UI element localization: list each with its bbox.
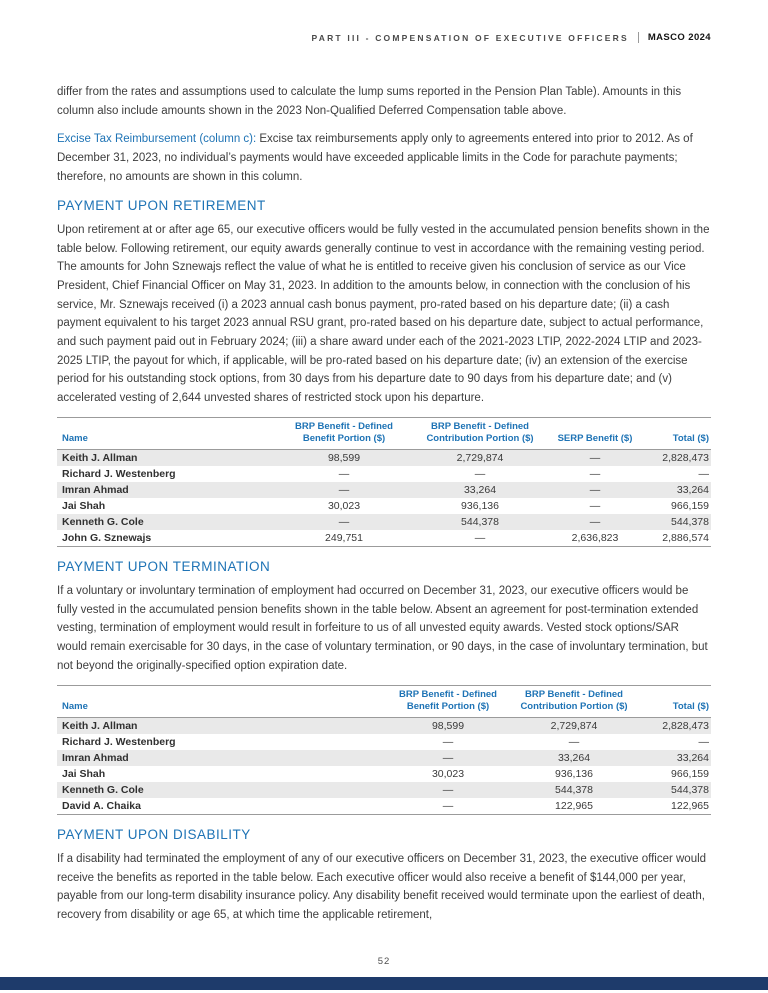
value-cell: 249,751 [279,530,409,547]
name-cell: Jai Shah [62,500,106,513]
retirement-table-head [57,418,711,450]
value-cell: — [409,530,551,547]
disability-paragraph: If a disability had terminated the employment of any of our executive officers on December 31, 2023, the executive officer would receive the benefits as reported in the table below. Each executive officer would also receive a benefit of $144,000 per year, payable from our long-term disability insurance policy. Any disability benefit received would terminate upon the earliest of death, recovery from disability or age 65, at which time the applicable retirement, [57,853,707,921]
value-cell: — [442,752,454,764]
table-row [57,482,711,498]
footer-bar [0,977,768,990]
value-cell: 98,599 [327,452,361,465]
disability-heading: PAYMENT UPON DISABILITY [57,827,251,842]
value-cell: 33,264 [676,484,709,497]
column-header: Name [57,686,387,718]
termination-table-body [57,718,711,815]
value-cell: 2,828,473 [662,720,709,732]
retirement-table [57,417,711,547]
table-row [57,530,711,547]
value-cell: — [589,468,601,481]
column-header: Total ($) [639,418,711,450]
name-cell: Kenneth G. Cole [62,784,144,796]
intro-paragraph: differ from the rates and assumptions used to calculate the lump sums reported in the Pension Plan Table). Amounts in this column also include amounts shown in the 2023 Non-Qualified Deferred Compensation table above. [57,86,682,117]
name-cell: Imran Ahmad [62,484,129,497]
name-cell: Imran Ahmad [62,752,129,764]
name-cell: Kenneth G. Cole [62,516,144,529]
termination-table [57,685,711,815]
table-row [57,798,711,815]
table-row [57,782,711,798]
value-cell: — [442,736,454,748]
value-cell: — [589,484,601,497]
column-header: Total ($) [639,686,711,718]
value-cell: 33,264 [557,752,591,764]
excise-tax-paragraph [57,130,711,186]
value-cell: — [698,468,709,481]
name-cell: John G. Sznewajs [57,530,279,547]
column-header: SERP Benefit ($) [551,418,639,450]
retirement-heading: PAYMENT UPON RETIREMENT [57,198,266,214]
termination-heading: PAYMENT UPON TERMINATION [57,559,271,575]
name-cell: Jai Shah [62,768,106,780]
column-header: BRP Benefit - Defined Benefit Portion ($) [279,418,409,450]
value-cell: 2,729,874 [456,452,504,465]
column-header: BRP Benefit - Defined Benefit Portion ($) [387,686,509,718]
table-row [57,750,711,766]
value-cell: — [387,798,509,815]
header-divider [638,32,639,43]
retirement-paragraph: Upon retirement at or after age 65, our executive officers would be fully vested in the accumulated pension benefits shown in the table below. Following retirement, our equity awards generally continue to vest in accordance with the remaining vesting period. The amounts for John Sznewajs reflect the value of what he is entitled to receive given his conclusion of service as our Vice President, Chief Financial Officer on May 31, 2023. In addition to the amounts below, in connection with the conclusion of his service, Mr. Sznewajs received (i) a 2023 annual cash bonus payment, pro-rated based on his departure date; (ii) a cash payment equivalent to his target 2023 annual RSU grant, pro-rated based on his departure date, subject to actual performance, and such payment paid out in February 2024; (iii) a share award under each of the 2021-2023 LTIP, 2022-2024 LTIP and 2023-2025 LTIP, the payout for which, if applicable, will be pro-rated based on his departure date; (iv) an extension of the exercise period for his outstanding stock options, from 30 days from his departure date to 90 days from his departure date; and (v) accelerated vesting of 2,644 unvested shares of restricted stock upon his departure. [57,224,710,404]
value-cell: 33,264 [463,484,497,497]
name-cell: Richard J. Westenberg [62,736,176,748]
table-row [57,450,711,467]
value-cell: 2,828,473 [662,452,709,465]
value-cell: 30,023 [431,768,465,780]
brand-label: MASCO 2024 [647,32,711,43]
value-cell: — [474,468,486,481]
name-cell: David A. Chaika [57,798,387,815]
value-cell: 544,378 [461,516,499,529]
table-row [57,498,711,514]
termination-paragraph: If a voluntary or involuntary termination of employment had occurred on December 31, 2023, our executive officers would be fully vested in the accumulated pension benefits shown in the table below. Absent an agreement for post-termination extended vesting, termination of employment would result in forfeiture to us of all unvested equity awards. Vested stock options/SAR would remain exercisable for 30 days, in the case of voluntary termination, or 90 days, in the case of involuntary termination, but not beyond the originally-specified option expiration date. [57,585,708,672]
name-cell: Keith J. Allman [62,720,138,732]
section-title: PART III - COMPENSATION OF EXECUTIVE OFFICERS [311,32,629,43]
value-cell: 2,636,823 [551,530,639,547]
value-cell: 2,729,874 [550,720,598,732]
value-cell: 936,136 [461,500,499,513]
running-header [57,32,711,43]
value-cell: — [338,484,350,497]
table-row [57,514,711,530]
column-header: BRP Benefit - Defined Contribution Portion ($) [409,418,551,450]
value-cell: 122,965 [509,798,639,815]
name-cell: Richard J. Westenberg [62,468,176,481]
value-cell: — [589,452,601,465]
value-cell: 936,136 [555,768,593,780]
name-cell: Keith J. Allman [62,452,138,465]
termination-table-head [57,686,711,718]
table-row [57,734,711,750]
column-header: Name [57,418,279,450]
retirement-table-body [57,450,711,547]
value-cell: 98,599 [431,720,465,732]
table-row [57,466,711,482]
table-row [57,766,711,782]
value-cell: — [568,736,580,748]
value-cell: 33,264 [676,752,709,764]
value-cell: — [589,500,601,513]
excise-tax-text: Excise tax reimbursements apply only to agreements entered into prior to 2012. As of December 31, 2023, no individual’s payments would have exceeded applicable limits in the Code for parachute payments; therefore, no amounts are shown in this column. [57,133,693,183]
column-header: BRP Benefit - Defined Contribution Portion ($) [509,686,639,718]
value-cell: 544,378 [671,784,709,796]
excise-tax-lead: Excise Tax Reimbursement (column c): [57,133,257,146]
value-cell: 544,378 [555,784,593,796]
value-cell: 544,378 [671,516,709,529]
table-row [57,718,711,735]
value-cell: — [338,468,350,481]
page-number: 52 [377,956,391,967]
value-cell: 122,965 [639,798,711,815]
value-cell: — [589,516,601,529]
value-cell: 966,159 [671,768,709,780]
value-cell: 30,023 [327,500,361,513]
value-cell: — [338,516,350,529]
value-cell: 966,159 [671,500,709,513]
value-cell: — [442,784,454,796]
value-cell: 2,886,574 [639,530,711,547]
value-cell: — [698,736,709,748]
